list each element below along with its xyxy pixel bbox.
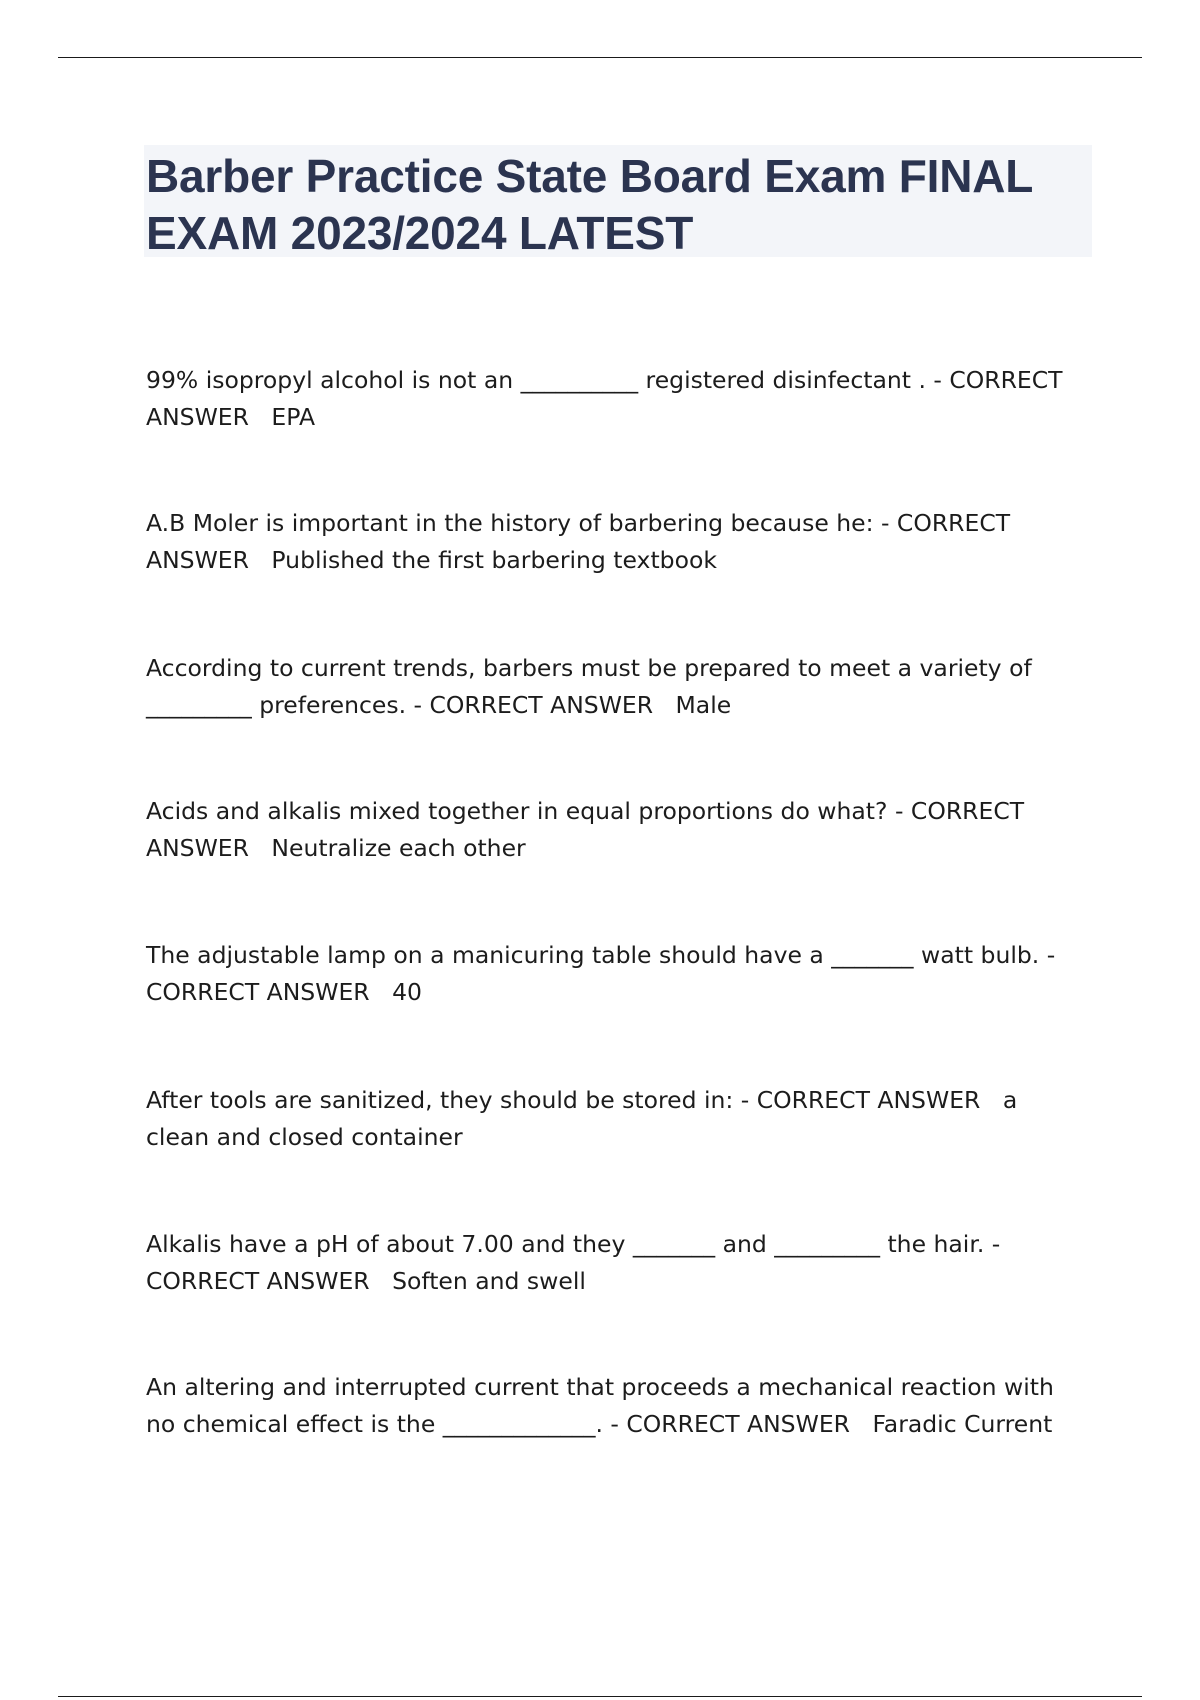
question-text: 99% isopropyl alcohol is not an __________ registered disinfectant . - CORRECT ANSWER bbox=[146, 366, 1063, 431]
question-text: A.B Moler is important in the history of barbering because he: - CORRECT ANSWER bbox=[146, 509, 1011, 574]
question-item bbox=[146, 650, 1086, 724]
title-banner bbox=[144, 145, 1092, 257]
answer-text: Soften and swell bbox=[392, 1267, 586, 1295]
page-title: Barber Practice State Board Exam FINAL EXAM 2023/2024 LATEST bbox=[146, 150, 1033, 259]
answer-text: Published the first barbering textbook bbox=[271, 546, 717, 574]
answer-text: Faradic Current bbox=[872, 1410, 1053, 1438]
answer-text: a clean and closed container bbox=[146, 1086, 1025, 1151]
question-item bbox=[146, 1082, 1086, 1156]
question-item bbox=[146, 1226, 1086, 1300]
question-item bbox=[146, 505, 1086, 579]
answer-text: Male bbox=[675, 691, 732, 719]
question-text: An altering and interrupted current that proceeds a mechanical reaction with no chemical effect is the _____________. - CORRECT ANSWER bbox=[146, 1373, 1054, 1438]
answer-text: 40 bbox=[392, 978, 422, 1006]
question-text: After tools are sanitized, they should be stored in: - CORRECT ANSWER bbox=[146, 1086, 981, 1114]
answer-text: EPA bbox=[271, 403, 316, 431]
question-text: Acids and alkalis mixed together in equal proportions do what? - CORRECT ANSWER bbox=[146, 797, 1025, 862]
question-item bbox=[146, 1369, 1086, 1443]
question-text: According to current trends, barbers must be prepared to meet a variety of _________ preferences. - CORRECT ANSWER bbox=[146, 654, 1032, 719]
answer-text: Neutralize each other bbox=[271, 834, 526, 862]
question-item bbox=[146, 937, 1086, 1011]
question-text: Alkalis have a pH of about 7.00 and they _______ and _________ the hair. - CORRECT ANSWER bbox=[146, 1230, 1001, 1295]
bottom-rule bbox=[58, 1696, 1142, 1697]
question-item bbox=[146, 362, 1086, 436]
question-text: The adjustable lamp on a manicuring table should have a _______ watt bulb. - CORRECT ANSWER bbox=[146, 941, 1056, 1006]
top-rule bbox=[58, 57, 1142, 58]
question-item bbox=[146, 793, 1086, 867]
